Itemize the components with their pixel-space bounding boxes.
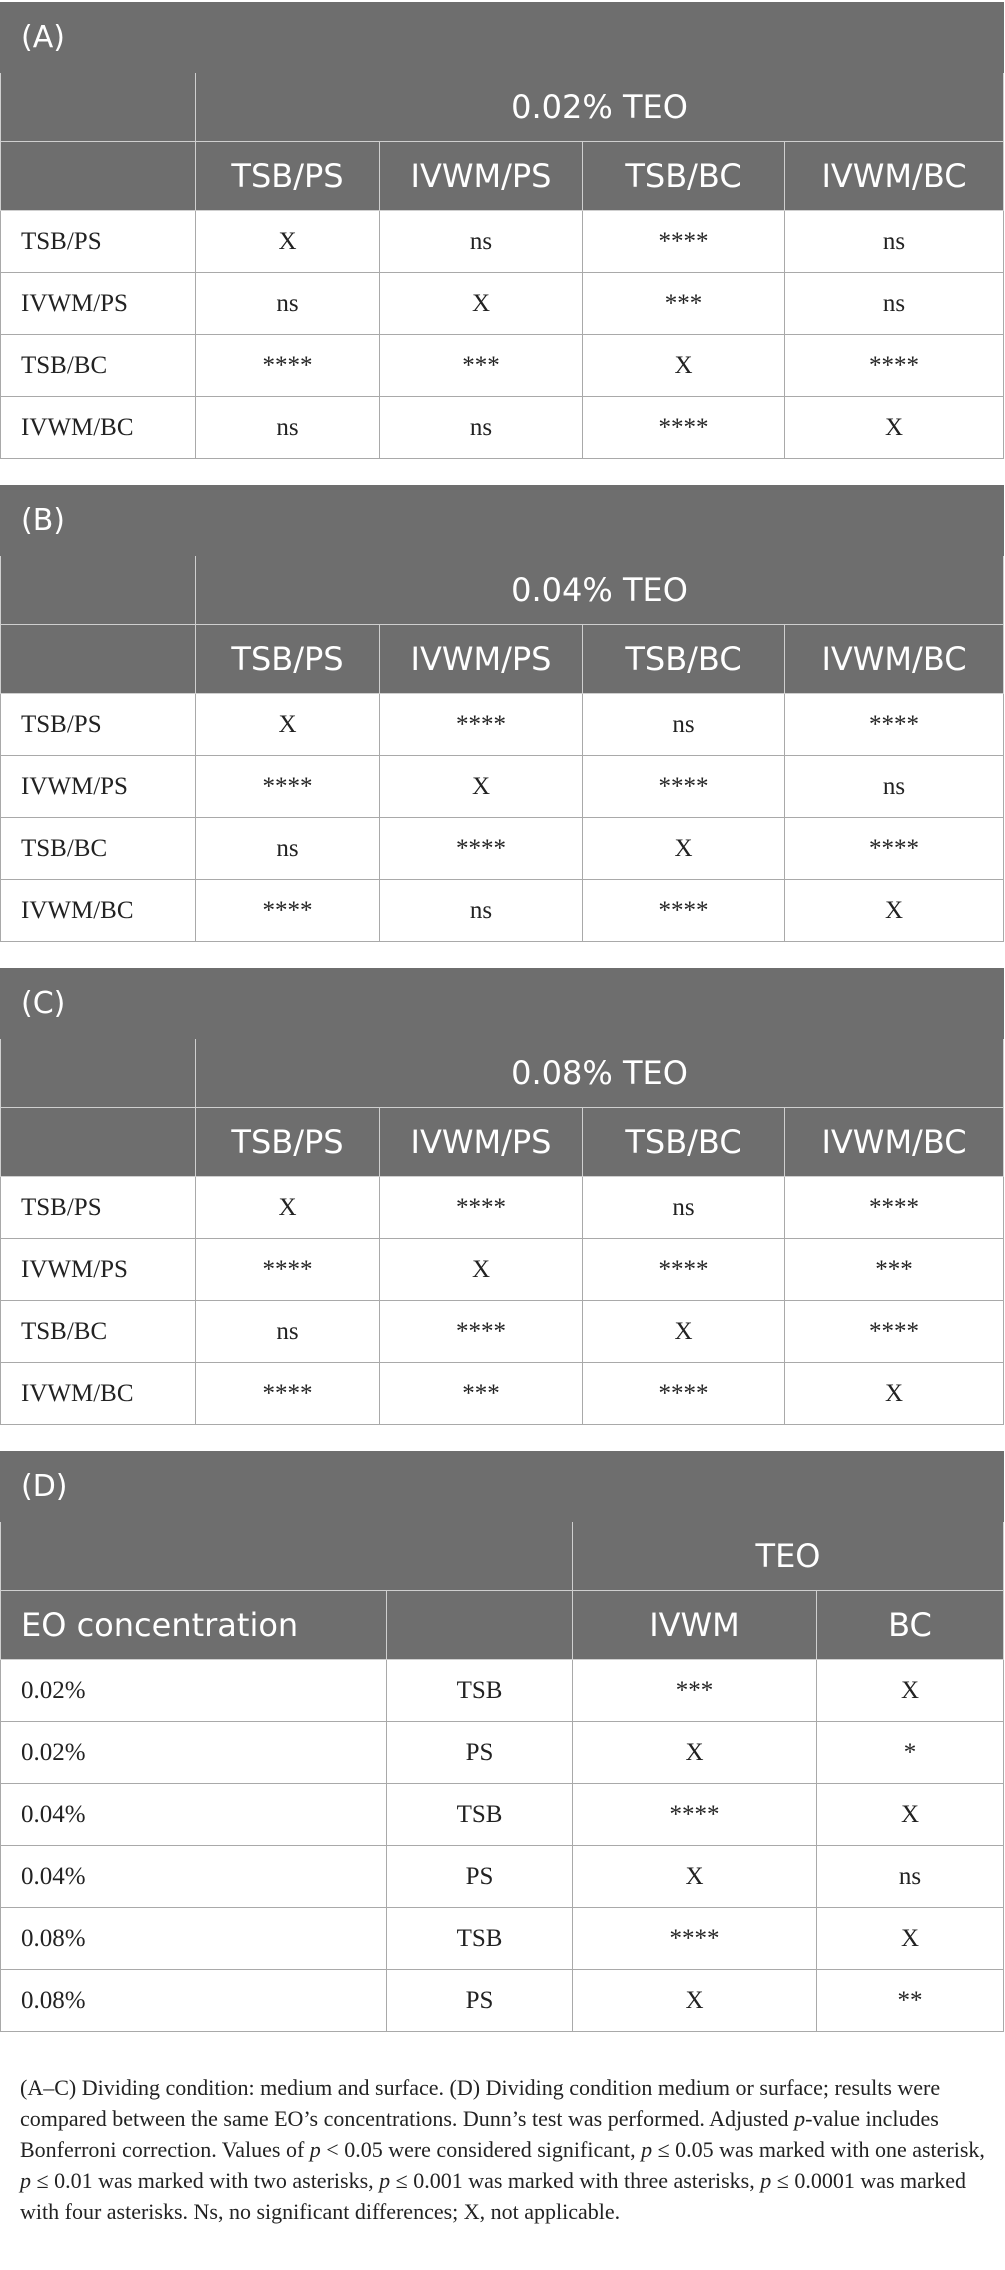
table-cell: **** xyxy=(196,880,380,942)
table-row xyxy=(1,1908,1004,1970)
panel-b xyxy=(0,485,1003,942)
footnote-text: (A–C) Dividing condition: medium and surface. (D) Dividing condition medium or surface; results were compared between the same EO’s concentrations. Dunn’s test was performed. Adjusted xyxy=(20,2075,941,2131)
table-cell: X xyxy=(380,1239,583,1301)
corner-cell xyxy=(1,556,196,625)
row-label: TSB/BC xyxy=(1,335,196,397)
column-header: IVWM/BC xyxy=(785,625,1004,694)
footnote-text: ≤ 0.0001 was marked with four asterisks. Ns, no significant differences; X, not applicable. xyxy=(20,2168,967,2224)
table-cell: **** xyxy=(785,1177,1004,1239)
column-header: IVWM/PS xyxy=(380,625,583,694)
column-header: TSB/BC xyxy=(583,625,785,694)
row-label: TSB/PS xyxy=(1,694,196,756)
table-cell: X xyxy=(573,1846,817,1908)
table-cell: ns xyxy=(583,1177,785,1239)
panel-d xyxy=(0,1451,1003,2032)
panel-a-table xyxy=(0,2,1004,459)
table-cell: * xyxy=(817,1722,1004,1784)
column-header: TSB/BC xyxy=(583,142,785,211)
table-cell: PS xyxy=(387,1970,573,2032)
row-label: TSB/PS xyxy=(1,211,196,273)
corner-cell xyxy=(1,625,196,694)
table-row xyxy=(1,1363,1004,1425)
row-label: 0.08% xyxy=(1,1908,387,1970)
panel-a-label: (A) xyxy=(1,3,1004,73)
table-cell: **** xyxy=(196,1363,380,1425)
row-label: 0.02% xyxy=(1,1722,387,1784)
table-cell: **** xyxy=(380,818,583,880)
table-cell: *** xyxy=(573,1660,817,1722)
table-cell: **** xyxy=(583,1239,785,1301)
table-row xyxy=(1,1177,1004,1239)
table-cell: **** xyxy=(583,880,785,942)
table-cell: **** xyxy=(785,335,1004,397)
row-label: IVWM/BC xyxy=(1,397,196,459)
panel-c-table xyxy=(0,968,1004,1425)
table-cell: X xyxy=(785,880,1004,942)
table-cell: X xyxy=(573,1722,817,1784)
row-label: TSB/BC xyxy=(1,1301,196,1363)
corner-cell xyxy=(1,1039,196,1108)
table-cell: X xyxy=(573,1970,817,2032)
table-cell: *** xyxy=(785,1239,1004,1301)
table-cell: **** xyxy=(380,694,583,756)
table-cell: X xyxy=(196,211,380,273)
row-label: TSB/BC xyxy=(1,818,196,880)
footnote-text: -value includes Bonferroni correction. Values of xyxy=(20,2106,939,2162)
table-row xyxy=(1,397,1004,459)
table-cell: X xyxy=(196,694,380,756)
table-cell: TSB xyxy=(387,1908,573,1970)
table-cell: ns xyxy=(785,756,1004,818)
p-symbol: p xyxy=(641,2137,653,2162)
column-header: IVWM/BC xyxy=(785,142,1004,211)
panel-c-label: (C) xyxy=(1,969,1004,1039)
table-cell: TSB xyxy=(387,1784,573,1846)
table-cell: ns xyxy=(785,211,1004,273)
table-cell: *** xyxy=(380,1363,583,1425)
table-cell: **** xyxy=(573,1908,817,1970)
table-cell: X xyxy=(817,1908,1004,1970)
p-symbol: p xyxy=(760,2168,772,2193)
table-cell: ns xyxy=(196,818,380,880)
corner-cell xyxy=(1,1522,573,1591)
row-label: IVWM/PS xyxy=(1,273,196,335)
column-header: BC xyxy=(817,1591,1004,1660)
column-header: IVWM/PS xyxy=(380,1108,583,1177)
table-row xyxy=(1,756,1004,818)
table-row xyxy=(1,1970,1004,2032)
table-row xyxy=(1,273,1004,335)
table-cell: ns xyxy=(196,1301,380,1363)
table-cell: PS xyxy=(387,1846,573,1908)
footnote-text: ≤ 0.05 was marked with one asterisk, xyxy=(652,2137,985,2162)
row-label: IVWM/BC xyxy=(1,1363,196,1425)
table-cell: ns xyxy=(196,397,380,459)
table-cell: **** xyxy=(583,397,785,459)
table-cell: ns xyxy=(817,1846,1004,1908)
table-row xyxy=(1,1784,1004,1846)
row-label: 0.04% xyxy=(1,1846,387,1908)
table-cell: ** xyxy=(817,1970,1004,2032)
table-cell: **** xyxy=(380,1301,583,1363)
table-footnote xyxy=(20,2072,990,2227)
group-header: 0.02% TEO xyxy=(196,73,1004,142)
panel-c xyxy=(0,968,1003,1425)
table-cell: TSB xyxy=(387,1660,573,1722)
table-row xyxy=(1,880,1004,942)
table-row xyxy=(1,1660,1004,1722)
group-header: TEO xyxy=(573,1522,1004,1591)
table-row xyxy=(1,335,1004,397)
p-symbol: p xyxy=(794,2106,806,2131)
p-symbol: p xyxy=(20,2168,31,2193)
footnote-text: ≤ 0.001 was marked with three asterisks, xyxy=(390,2168,761,2193)
table-cell: X xyxy=(583,335,785,397)
footnote-text: < 0.05 were considered significant, xyxy=(320,2137,642,2162)
panel-b-table xyxy=(0,485,1004,942)
table-cell: ns xyxy=(196,273,380,335)
table-row xyxy=(1,1301,1004,1363)
table-row xyxy=(1,1239,1004,1301)
table-row xyxy=(1,1722,1004,1784)
column-header: TSB/PS xyxy=(196,142,380,211)
table-cell: ns xyxy=(583,694,785,756)
corner-cell xyxy=(1,73,196,142)
panel-a xyxy=(0,2,1003,459)
table-cell: X xyxy=(785,1363,1004,1425)
p-symbol: p xyxy=(379,2168,391,2193)
table-cell: **** xyxy=(785,1301,1004,1363)
table-cell: **** xyxy=(196,756,380,818)
table-cell: X xyxy=(196,1177,380,1239)
row-label: IVWM/PS xyxy=(1,1239,196,1301)
table-cell: ns xyxy=(380,211,583,273)
column-header: TSB/PS xyxy=(196,1108,380,1177)
panel-b-label: (B) xyxy=(1,486,1004,556)
panel-d-table xyxy=(0,1451,1004,2032)
column-header: TSB/BC xyxy=(583,1108,785,1177)
table-cell: X xyxy=(583,1301,785,1363)
table-cell: *** xyxy=(380,335,583,397)
table-cell: X xyxy=(380,273,583,335)
table-cell: X xyxy=(380,756,583,818)
column-header: TSB/PS xyxy=(196,625,380,694)
row-label: 0.04% xyxy=(1,1784,387,1846)
table-cell: **** xyxy=(196,335,380,397)
group-header: 0.04% TEO xyxy=(196,556,1004,625)
corner-cell xyxy=(1,1108,196,1177)
table-cell: **** xyxy=(785,818,1004,880)
column-header: IVWM xyxy=(573,1591,817,1660)
table-cell: X xyxy=(785,397,1004,459)
table-row xyxy=(1,1846,1004,1908)
group-header: 0.08% TEO xyxy=(196,1039,1004,1108)
table-cell: ns xyxy=(785,273,1004,335)
table-cell: **** xyxy=(583,211,785,273)
corner-cell xyxy=(387,1591,573,1660)
row-label: IVWM/BC xyxy=(1,880,196,942)
footnote-text: ≤ 0.01 was marked with two asterisks, xyxy=(31,2168,380,2193)
table-cell: X xyxy=(817,1660,1004,1722)
table-cell: X xyxy=(817,1784,1004,1846)
table-cell: ns xyxy=(380,397,583,459)
row-label: 0.02% xyxy=(1,1660,387,1722)
column-header: IVWM/BC xyxy=(785,1108,1004,1177)
column-header: IVWM/PS xyxy=(380,142,583,211)
p-symbol: p xyxy=(309,2137,321,2162)
table-cell: PS xyxy=(387,1722,573,1784)
table-cell: **** xyxy=(785,694,1004,756)
table-cell: X xyxy=(583,818,785,880)
table-cell: **** xyxy=(583,756,785,818)
table-cell: **** xyxy=(583,1363,785,1425)
row-label: TSB/PS xyxy=(1,1177,196,1239)
table-cell: **** xyxy=(573,1784,817,1846)
corner-cell xyxy=(1,142,196,211)
table-row xyxy=(1,211,1004,273)
table-cell: *** xyxy=(583,273,785,335)
table-row xyxy=(1,818,1004,880)
table-cell: **** xyxy=(380,1177,583,1239)
column-header: EO concentration xyxy=(1,1591,387,1660)
row-label: IVWM/PS xyxy=(1,756,196,818)
table-cell: ns xyxy=(380,880,583,942)
table-cell: **** xyxy=(196,1239,380,1301)
panel-d-label: (D) xyxy=(1,1452,1004,1522)
table-row xyxy=(1,694,1004,756)
row-label: 0.08% xyxy=(1,1970,387,2032)
